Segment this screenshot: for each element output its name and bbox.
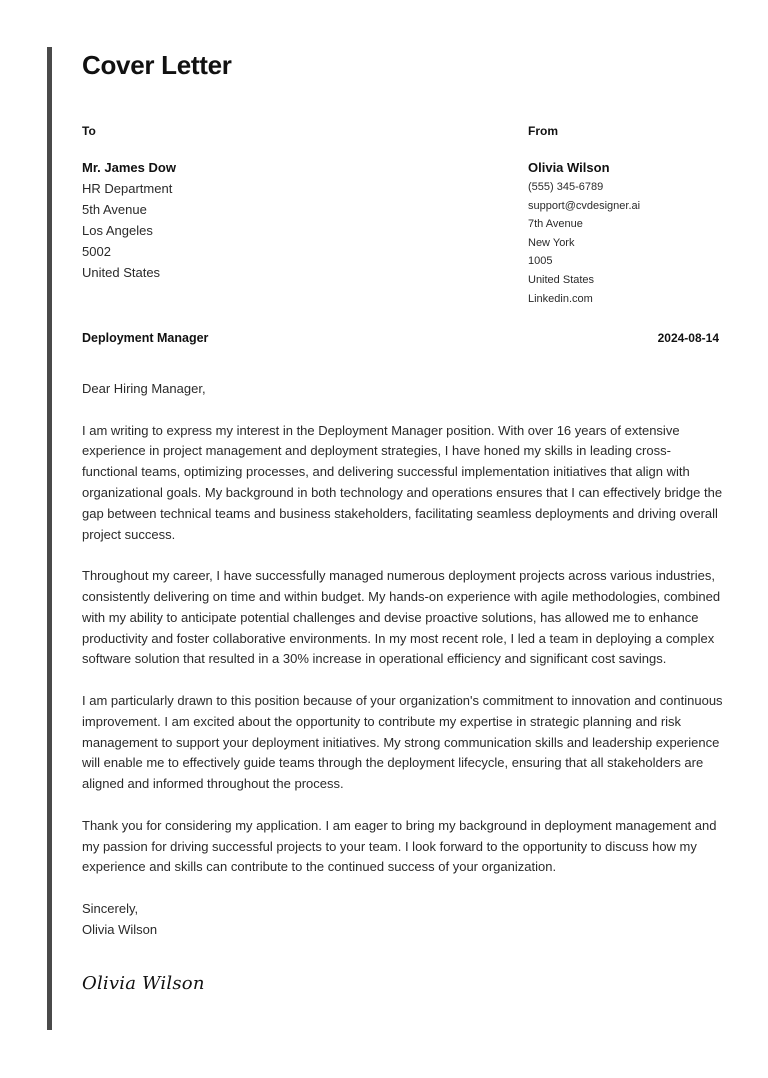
- body-paragraph: Throughout my career, I have successfully managed numerous deployment projects across various industries, consistently delivering on time and within budget. My hands-on experience with agile methodologies, combined with my ability to anticipate potential challenges and devise proactive solutions, has allowed me to enhance productivity and foster collaborative environments. In my most recent role, I led a team in deploying a complex software solution that resulted in a 30% increase in operational efficiency and significant cost savings.: [82, 568, 721, 667]
- sender-country: United States: [528, 273, 595, 286]
- recipient-city: Los Angeles: [82, 223, 153, 238]
- recipient-postal-code: 5002: [82, 244, 111, 259]
- sender-city: New York: [528, 236, 575, 249]
- signature: Olivia Wilson: [82, 973, 205, 994]
- sender-linkedin: Linkedin.com: [528, 292, 593, 305]
- job-title: Deployment Manager: [82, 331, 209, 345]
- sender-phone: (555) 345-6789: [528, 181, 604, 193]
- sender-street: 7th Avenue: [528, 218, 583, 231]
- sender-postal-code: 1005: [528, 255, 553, 268]
- closing-name: Olivia Wilson: [82, 921, 158, 937]
- recipient-department: HR Department: [82, 181, 173, 196]
- body-paragraph: I am writing to express my interest in the Deployment Manager position. With over 16 years of extensive experience in project management and deployment strategies, I have honed my skills in leading cross-functional teams, optimizing processes, and delivering successful implementation initiatives that align with organizational goals. My background in both technology and operations ensures that I can effectively bridge the gap between technical teams and business stakeholders, facilitating seamless deployments and driving overall project success.: [82, 422, 723, 542]
- recipient-block: [82, 158, 176, 283]
- accent-bar: [47, 47, 52, 1030]
- sender-name: Olivia Wilson: [528, 160, 610, 175]
- sender-email: support@cvdesigner.ai: [528, 199, 641, 212]
- closing: Sincerely,: [82, 900, 139, 916]
- body-paragraph: Thank you for considering my application. I am eager to bring my background in deployment management and my passion for driving successful projects to your team. I look forward to the opportunity to discuss how my experience and skills can contribute to the continued success of your organization.: [82, 817, 717, 875]
- recipient-country: United States: [82, 265, 161, 280]
- recipient-street: 5th Avenue: [82, 202, 147, 217]
- recipient-name: Mr. James Dow: [82, 160, 176, 175]
- body-paragraph: I am particularly drawn to this position because of your organization's commitment to innovation and continuous improvement. I am excited about the opportunity to contribute my expertise in strategic planning and risk management to support your deployment initiatives. My strong communication skills and leadership experience will enable me to effectively guide teams through the deployment lifecycle, ensuring that all stakeholders are aligned and informed throughout the process.: [82, 692, 723, 792]
- from-label: From: [528, 124, 558, 138]
- letter-body: [82, 379, 724, 941]
- greeting: Dear Hiring Manager,: [82, 381, 206, 396]
- to-label: To: [82, 124, 96, 138]
- sender-block: [528, 158, 640, 308]
- letter-date: 2024-08-14: [657, 331, 719, 345]
- page-title: Cover Letter: [82, 50, 232, 80]
